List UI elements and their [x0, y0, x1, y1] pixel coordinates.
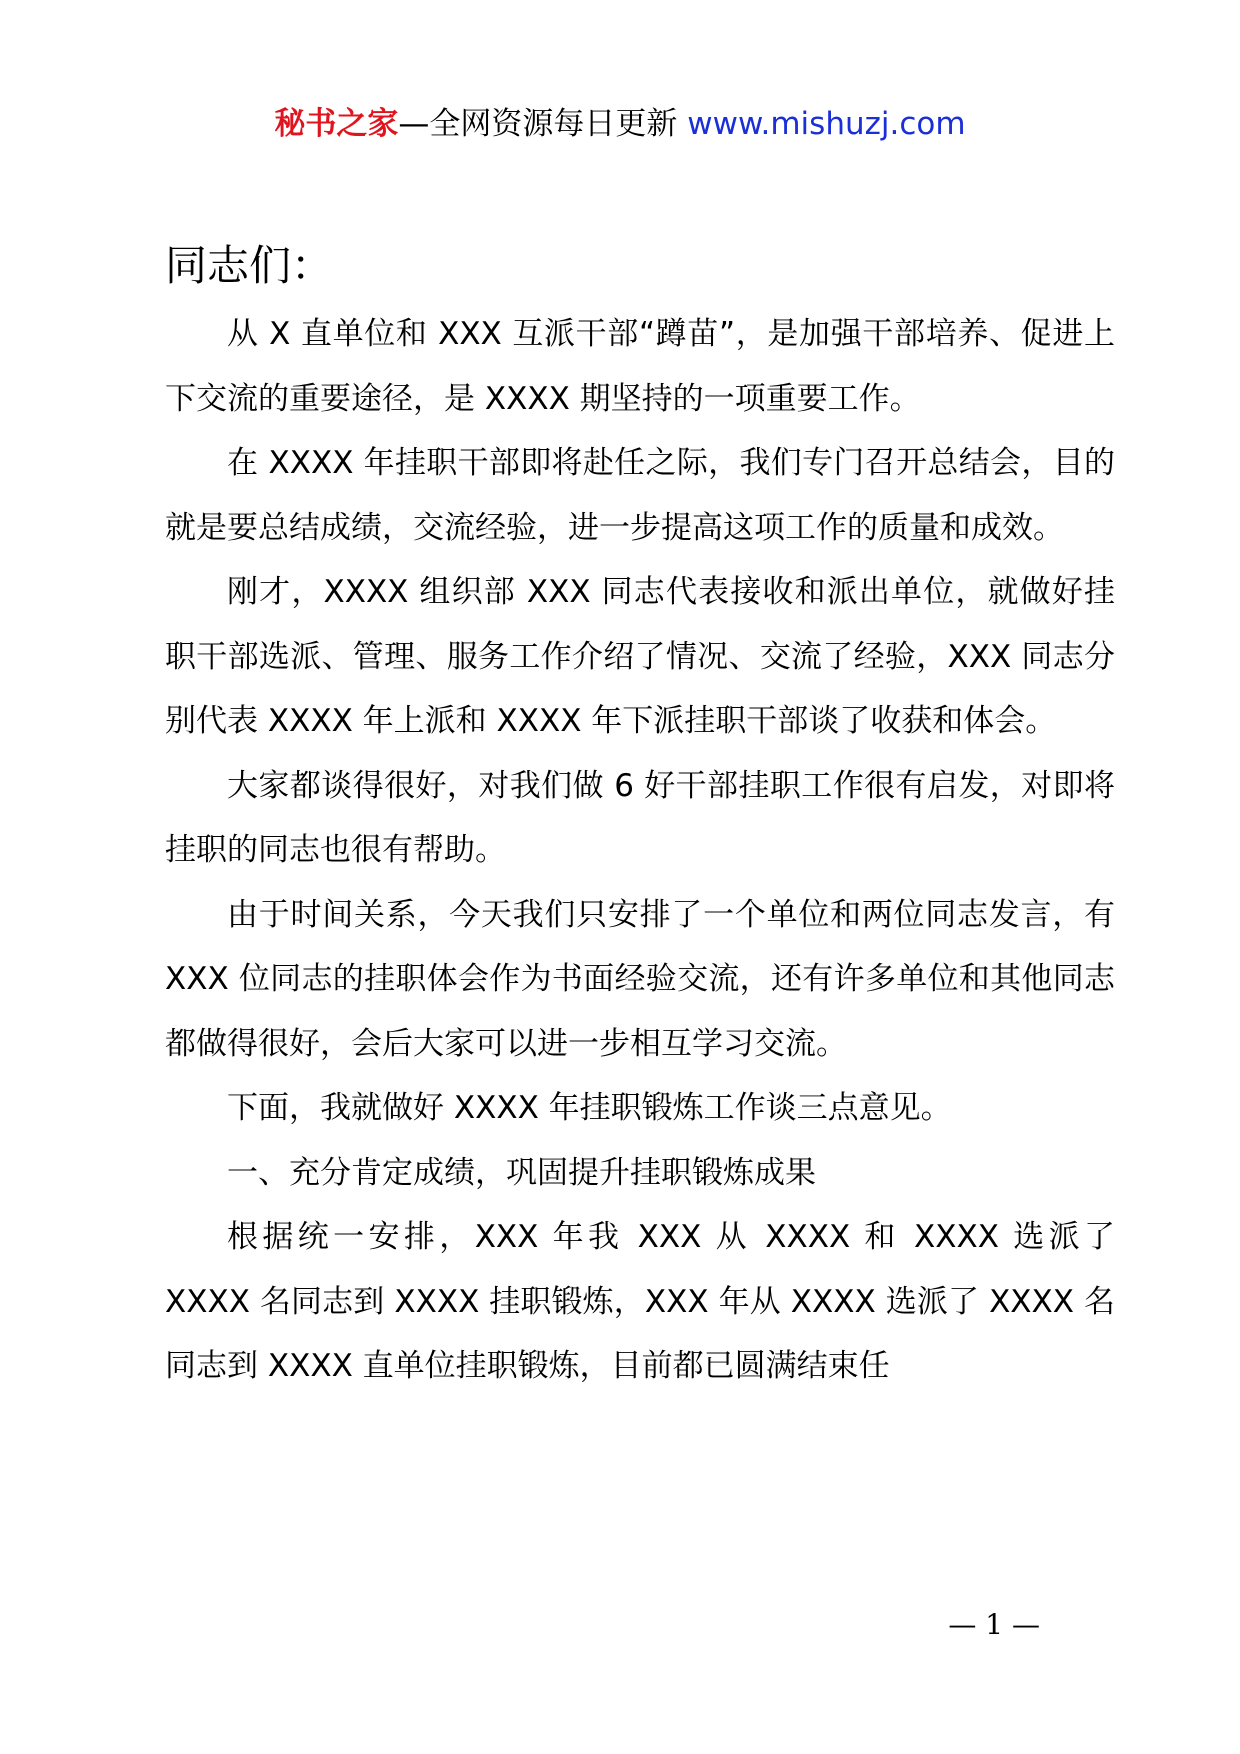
paragraph: 从 X 直单位和 XXX 互派干部“蹲苗”，是加强干部培养、促进上下交流的重要途径，是 XXXX 期坚持的一项重要工作。 [165, 316, 1115, 417]
site-banner [0, 98, 1240, 150]
paragraph: 下面，我就做好 XXXX 年挂职锻炼工作谈三点意见。 [227, 1090, 952, 1126]
page-number-text: — 1 — [948, 1608, 1040, 1641]
paragraph: 根据统一安排，XXX 年我 XXX 从 XXXX 和 XXXX 选派了 XXXX 名同志到 XXXX 挂职锻炼，XXX 年从 XXXX 选派了 XXXX 名同志到 XXXX 直单位挂职锻炼，目前都已圆满结束任 [165, 1219, 1115, 1384]
paragraph: 在 XXXX 年挂职干部即将赴任之际，我们专门召开总结会，目的就是要总结成绩，交流经验，进一步提高这项工作的质量和成效。 [165, 445, 1115, 546]
brand-name: 秘书之家 [274, 106, 399, 142]
greeting: 同志们： [165, 241, 334, 290]
banner-tagline: —全网资源每日更新 [398, 106, 678, 142]
page-number [0, 1608, 1240, 1641]
site-url-link[interactable]: www.mishuzj.com [687, 106, 966, 142]
section-heading: 一、充分肯定成绩，巩固提升挂职锻炼成果 [227, 1154, 816, 1191]
paragraph: 大家都谈得很好，对我们做 6 好干部挂职工作很有启发，对即将挂职的同志也很有帮助。 [165, 767, 1115, 868]
paragraph: 由于时间关系，今天我们只安排了一个单位和两位同志发言，有 XXX 位同志的挂职体会作为书面经验交流，还有许多单位和其他同志都做得很好，会后大家可以进一步相互学习交流。 [165, 896, 1115, 1062]
document-body [165, 302, 1115, 1399]
paragraph: 刚才，XXXX 组织部 XXX 同志代表接收和派出单位，就做好挂职干部选派、管理、服务工作介绍了情况、交流了经验，XXX 同志分别代表 XXXX 年上派和 XXXX 年下派挂职干部谈了收获和体会。 [165, 574, 1115, 739]
